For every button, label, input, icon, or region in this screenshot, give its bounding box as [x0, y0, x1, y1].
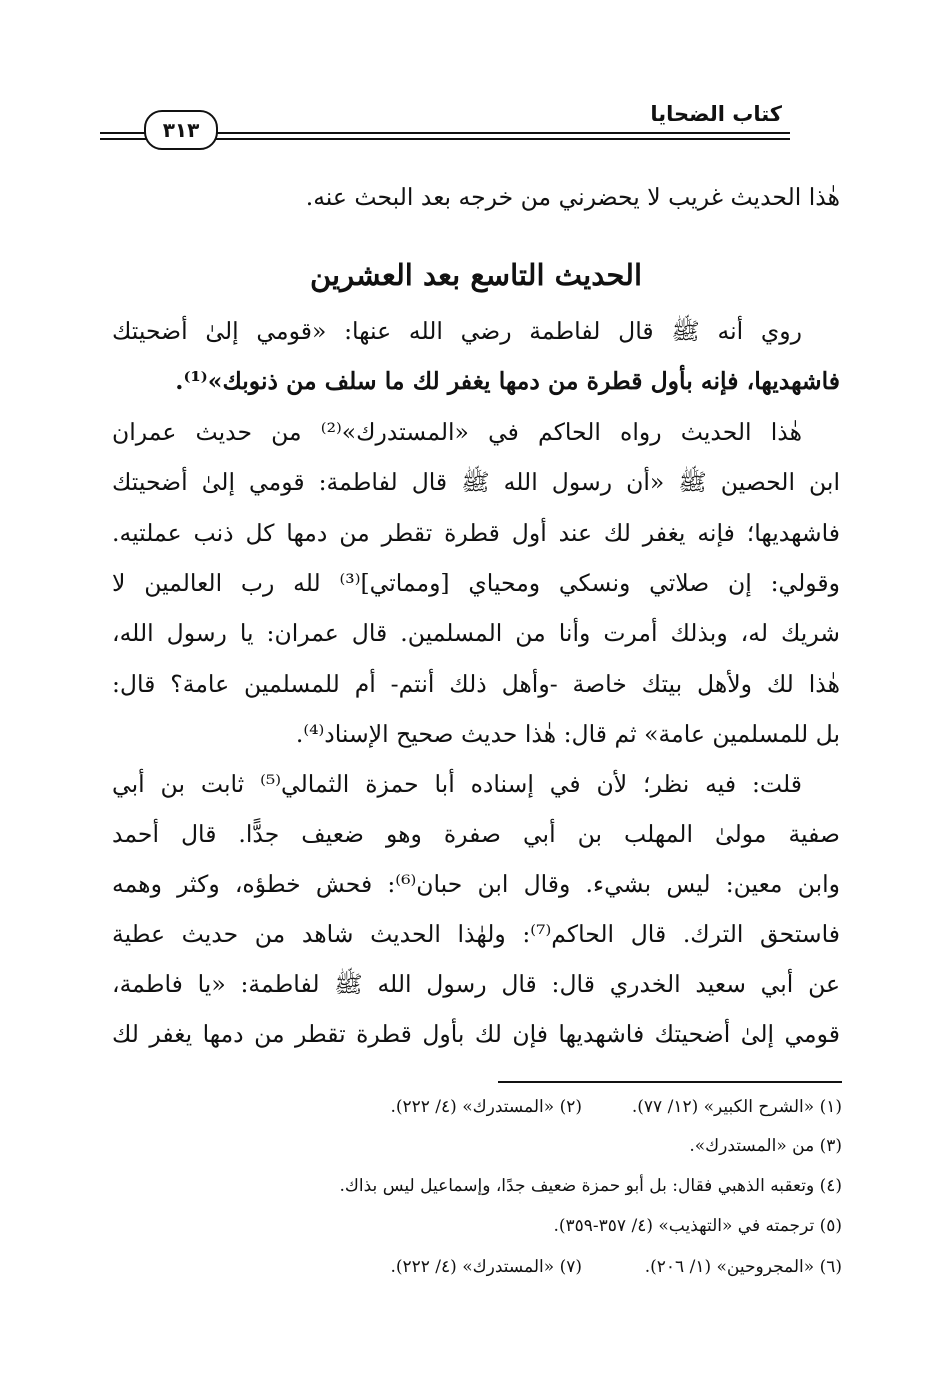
footnote: (٢) «المستدرك» (٤/ ٢٢٢). [390, 1097, 582, 1117]
text-line: شريك له، وبذلك أمرت وأنا من المسلمين. قال عمران: يا رسول الله، [112, 619, 840, 647]
text-line: بل للمسلمين عامة» ثم قال: هٰذا حديث صحيح الإسناد⁽⁴⁾. [295, 720, 840, 748]
running-title: كتاب الضحايا [650, 102, 782, 126]
text-line: قلت: فيه نظر؛ لأن في إسناده أبا حمزة الثمالي⁽⁵⁾ ثابت بن أبي [112, 770, 802, 798]
text-line: هٰذا الحديث رواه الحاكم في «المستدرك»⁽²⁾ من حديث عمران [112, 418, 802, 446]
chapter-heading: الحديث التاسع بعد العشرين [309, 258, 643, 292]
text-line: قومي إلىٰ أضحيتك فاشهديها فإن لك بأول قطرة تقطر من دمها يغفر لك [112, 1020, 840, 1048]
text-line: ابن الحصين ﷺ «أن رسول الله ﷺ قال لفاطمة: قومي إلىٰ أضحيتك [112, 468, 840, 496]
text-line: فاستحق الترك. قال الحاكم⁽⁷⁾: ولهٰذا الحديث شاهد من حديث عطية [112, 920, 840, 948]
footnote: (٣) من «المستدرك». [689, 1136, 842, 1156]
page-number: ٣١٣ [144, 110, 218, 150]
footnote: (١) «الشرح الكبير» (١٢/ ٧٧). [631, 1097, 842, 1117]
intro-line: هٰذا الحديث غريب لا يحضرني من خرجه بعد البحث عنه. [305, 183, 840, 211]
text-line: فاشهديها؛ فإنه يغفر لك عند أول قطرة تقطر من دمها كل ذنب عملتيه. [112, 519, 840, 547]
page-header [100, 98, 790, 150]
footnote-row [162, 1257, 842, 1277]
footnote-separator [498, 1081, 842, 1083]
text-line: هٰذا لك ولأهل بيتك خاصة -وأهل ذلك أنتم- أم للمسلمين عامة؟ قال: [112, 670, 840, 698]
text-line: عن أبي سعيد الخدري قال: قال رسول الله ﷺ لفاطمة: «يا فاطمة، [112, 970, 840, 998]
text-line: وقولي: إن صلاتي ونسكي ومحياي [ومماتي]⁽³⁾ لله رب العالمين لا [112, 569, 840, 597]
text-line: وابن معين: ليس بشيء. وقال ابن حبان⁽⁶⁾: فحش خطؤه، وكثر وهمه [112, 870, 840, 898]
text-line: فاشهديها، فإنه بأول قطرة من دمها يغفر لك ما سلف من ذنوبك»⁽¹⁾. [175, 367, 840, 395]
footnote-row [162, 1097, 842, 1117]
footnote: (٤) وتعقبه الذهبي فقال: بل أبو حمزة ضعيف جدًا، وإسماعيل ليس بذاك. [339, 1176, 842, 1196]
footnote: (٦) «المجروحين» (١/ ٢٠٦). [644, 1257, 842, 1277]
footnote: (٥) ترجمته في «التهذيب» (٤/ ٣٥٧-٣٥٩). [553, 1216, 842, 1236]
text-line: صفية مولىٰ المهلب بن أبي صفرة وهو ضعيف جدًّا. قال أحمد [112, 820, 840, 848]
text-line: روي أنه ﷺ قال لفاطمة رضي الله عنها: «قومي إلىٰ أضحيتك [112, 317, 802, 345]
footnote: (٧) «المستدرك» (٤/ ٢٢٢). [390, 1257, 582, 1277]
